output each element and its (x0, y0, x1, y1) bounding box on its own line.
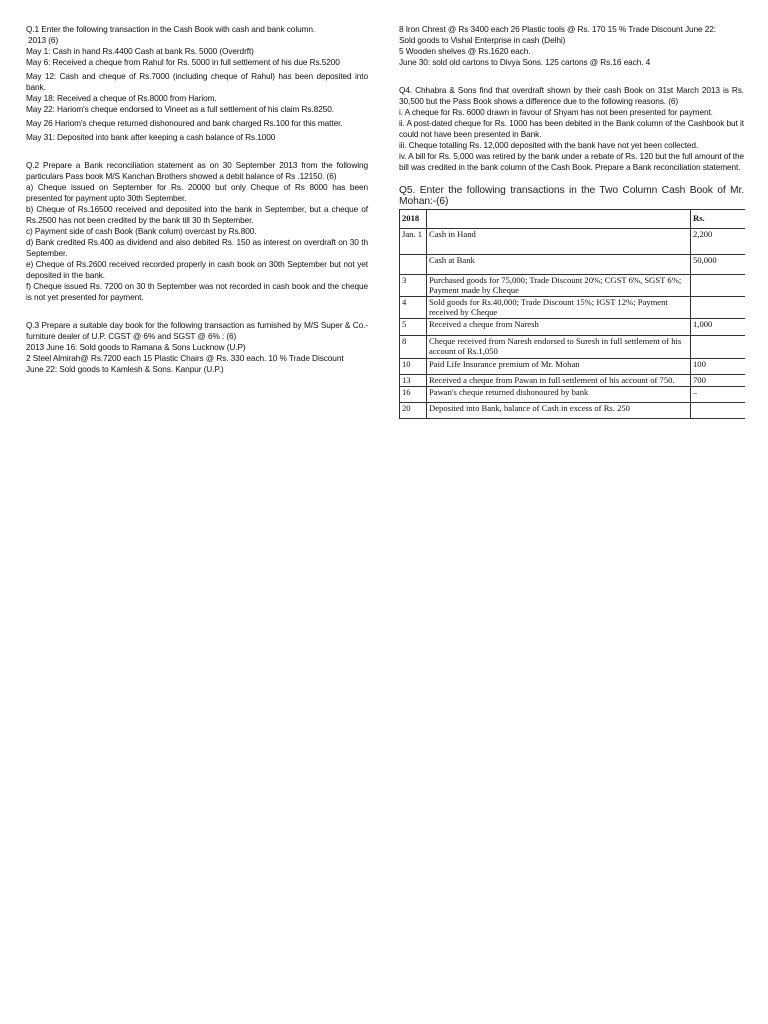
table-row (400, 229, 746, 255)
row-particulars: Sold goods for Rs.40,000; Trade Discount 15%; IGST 12%; Payment received by Cheque (427, 297, 691, 319)
row-amount (691, 275, 746, 297)
q3-continued-line: 5 Wooden shelves @ Rs.1620 each. (399, 46, 531, 56)
table-row (400, 255, 746, 275)
row-date: 10 (400, 358, 427, 374)
q3-heading: Q.3 Prepare a suitable day book for the following transaction as furnished by M/S Super & Co.-furniture dealer of U.P. CGST @ 6% and SGST @ 6% : (6) (26, 320, 368, 341)
row-date: 13 (400, 374, 427, 387)
left-column (26, 24, 368, 375)
q2-line: f) Cheque issued Rs. 7200 on 30 th September was not recorded in cash book and the cheque is not yet presented for payment. (26, 281, 368, 302)
q3-line: 2 Steel Almirah@ Rs.7200 each 15 Plastic Chairs @ Rs. 330 each. 10 % Trade Discount (26, 353, 344, 363)
q4-line: ii. A post-dated cheque for Rs. 1000 has been debited in the Bank column of the Cashbook but it could not have been presented in Bank. (399, 118, 744, 139)
row-particulars: Cash in Hand (427, 229, 691, 255)
row-particulars: Pawan's cheque returned dishonoured by bank (427, 387, 691, 403)
q1-line: May 1: Cash in hand Rs.4400 Cash at bank Rs. 5000 (Overdrft) (26, 46, 254, 56)
table-row (400, 387, 746, 403)
row-particulars: Received a cheque from Pawan in full settlement of his account of 750. (427, 374, 691, 387)
q3-line: June 22: Sold goods to Kamlesh & Sons. Kanpur (U.P.) (26, 364, 224, 374)
row-particulars: Cheque received from Naresh endorsed to Suresh in full settlement of his account of Rs.1,050 (427, 336, 691, 358)
row-date: 4 (400, 297, 427, 319)
q5-heading: Q5. Enter the following transactions in the Two Column Cash Book of Mr. Mohan:-(6) (399, 185, 744, 207)
table-row (400, 275, 746, 297)
q1-line: May 12: Cash and cheque of Rs.7000 (including cheque of Rahul) has been deposited into bank. (26, 71, 368, 92)
row-amount: 1,000 (691, 319, 746, 336)
q3-line: 2013 June 16: Sold goods to Ramana & Sons Lucknow (U.P) (26, 342, 246, 352)
q2-line: c) Payment side of cash Book (Bank colum) overcast by Rs.800. (26, 226, 257, 236)
row-particulars: Deposited into Bank, balance of Cash in excess of Rs. 250 (427, 403, 691, 419)
row-amount: 100 (691, 358, 746, 374)
row-date: Jan. 1 (400, 229, 427, 255)
row-amount: 50,000 (691, 255, 746, 275)
q1-year: 2013 (6) (28, 35, 59, 45)
row-amount (691, 336, 746, 358)
q1-line: May 18: Received a cheque of Rs.8000 from Hariom. (26, 93, 217, 103)
q1-line: May 22: Hariom's cheque endorsed to Vineet as a full settlement of his claim Rs.8250. (26, 104, 334, 114)
row-date: 20 (400, 403, 427, 419)
row-amount: 2,200 (691, 229, 746, 255)
q1-line: May 31: Deposited into bank after keeping a cash balance of Rs.1000 (26, 132, 276, 142)
q2-line: d) Bank credited Rs.400 as dividend and also debited Rs. 150 as interest on overdraft on 30 th September. (26, 237, 368, 258)
row-amount: – (691, 387, 746, 403)
q1-heading: Q.1 Enter the following transaction in the Cash Book with cash and bank column. (26, 24, 316, 34)
row-amount: 700 (691, 374, 746, 387)
header-amount: Rs. (691, 210, 746, 229)
row-particulars: Received a cheque from Naresh (427, 319, 691, 336)
cash-book-table (399, 209, 745, 419)
row-date: 3 (400, 275, 427, 297)
table-row (400, 358, 746, 374)
table-row (400, 336, 746, 358)
row-particulars: Paid Life Insurance premium of Mr. Mohan (427, 358, 691, 374)
row-amount (691, 297, 746, 319)
header-particulars (427, 210, 691, 229)
q4-line: i. A cheque for Rs. 6000 drawn in favour of Shyam has not been presented for payment. (399, 107, 713, 117)
q4-heading: Q4. Chhabra & Sons find that overdraft shown by their cash Book on 31st March 2013 is Rs. 30,500 but the Pass Book shows a difference due to the following reasons. (6) (399, 85, 744, 106)
row-date (400, 255, 427, 275)
table-row (400, 297, 746, 319)
q3-continued-line: Sold goods to Vishal Enterprise in cash (Delhi) (399, 35, 566, 45)
row-particulars: Purchased goods for 75,000; Trade Discount 20%; CGST 6%, SGST 6%; Payment made by Cheque (427, 275, 691, 297)
row-date: 16 (400, 387, 427, 403)
q3-continued-line: 8 Iron Chrest @ Rs 3400 each 26 Plastic tools @ Rs. 170 15 % Trade Discount June 22: (399, 24, 716, 34)
row-date: 5 (400, 319, 427, 336)
table-row (400, 403, 746, 419)
q4-line: iv. A bill for Rs. 5,000 was retired by the bank under a rebate of Rs. 120 but the full amount of the bill was credited in the bank column of the Cash Book. Prepare a Bank reconciliation statement. (399, 151, 744, 172)
q1-line: May 6: Received a cheque from Rahul for Rs. 5000 in full settlement of his due Rs.5200 (26, 57, 340, 67)
row-particulars: Cash at Bank (427, 255, 691, 275)
q2-heading: Q.2 Prepare a Bank reconciliation statement as on 30 September 2013 from the following particulars Pass book M/S Kanchan Brothers showed a debit balance of Rs .12150. (6) (26, 160, 368, 181)
header-year: 2018 (400, 210, 427, 229)
right-column (399, 24, 744, 419)
q3-continued-line: June 30: sold old cartons to Divya Sons. 125 cartons @ Rs.16 each. 4 (399, 57, 651, 67)
table-header-row (400, 210, 746, 229)
table-row (400, 374, 746, 387)
q1-line: May 26 Hariom's cheque returned dishonoured and bank charged Rs.100 for this matter. (26, 118, 343, 128)
table-row (400, 319, 746, 336)
row-amount (691, 403, 746, 419)
row-date: 8 (400, 336, 427, 358)
q2-line: b) Cheque of Rs.16500 received and deposited into the bank in September, but a cheque of Rs.2500 has not been credited by the bank till 30 th September. (26, 204, 368, 225)
q2-line: e) Cheque of Rs.2600 received recorded properly in cash book on 30th September but not yet deposited in the bank. (26, 259, 368, 280)
q4-line: iii. Cheque totalling Rs. 12,000 deposited with the bank have not yet been collected. (399, 140, 699, 150)
q2-line: a) Cheque issued on September for Rs. 20000 but only Cheque of Rs 8000 has been presented for payment upto 30th September. (26, 182, 368, 203)
